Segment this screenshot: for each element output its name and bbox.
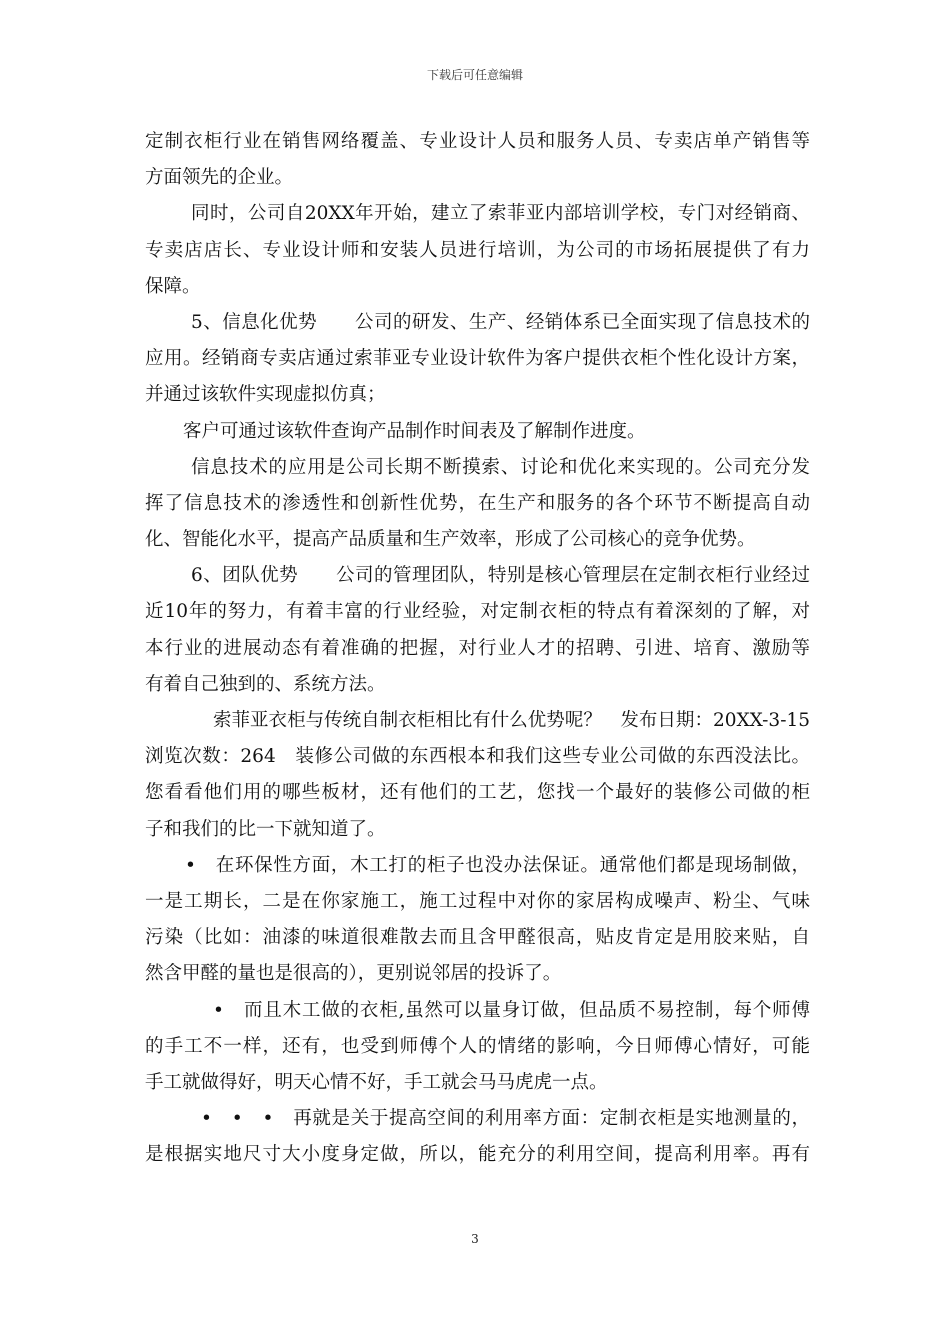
text-line: 近10年的努力，有着丰富的行业经验，对定制衣柜的特点有着深刻的了解，对 <box>145 601 810 623</box>
text-line: 索菲亚衣柜与传统自制衣柜相比有什么优势呢？ 发布日期：20XX-3-15 <box>213 710 810 731</box>
text-line: 化、智能化水平，提高产品质量和生产效率，形成了公司核心的竞争优势。 <box>145 529 756 551</box>
text-line: 信息技术的应用是公司长期不断摸索、讨论和优化来实现的。公司充分发 <box>191 456 810 478</box>
text-line: 同时，公司自20XX年开始，建立了索菲亚内部培训学校，专门对经销商、 <box>191 203 810 225</box>
bullet-line: • • • 再就是关于提高空间的利用率方面：定制衣柜是实地测量的， <box>201 1108 810 1130</box>
text-line: 您看看他们用的哪些板材，还有他们的工艺，您找一个最好的装修公司做的柜 <box>145 782 810 804</box>
text-line: 挥了信息技术的渗透性和创新性优势，在生产和服务的各个环节不断提高自动 <box>145 492 810 514</box>
text-line: 保障。 <box>145 275 201 297</box>
bullet-line: • 而且木工做的衣柜,虽然可以量身订做，但品质不易控制，每个师傅 <box>213 999 810 1021</box>
text-line: 子和我们的比一下就知道了。 <box>145 818 386 840</box>
text-line: 客户可通过该软件查询产品制作时间表及了解制作进度。 <box>183 420 646 442</box>
text-line: 本行业的进展动态有着准确的把握，对行业人才的招聘、引进、培育、激励等 <box>145 637 810 659</box>
page-number: 3 <box>471 1232 479 1246</box>
text-line: 定制衣柜行业在销售网络覆盖、专业设计人员和服务人员、专卖店单产销售等 <box>145 131 810 152</box>
text-line: 污染（比如：油漆的味道很难散去而且含甲醛很高，贴皮肯定是用胶来贴，自 <box>145 927 810 949</box>
text-line: 专卖店店长、专业设计师和安装人员进行培训，为公司的市场拓展提供了有力 <box>145 239 810 261</box>
text-line: 一是工期长，二是在你家施工，施工过程中对你的家居构成噪声、粉尘、气味 <box>145 890 810 912</box>
text-line: 并通过该软件实现虚拟仿真； <box>145 384 386 406</box>
text-line: 是根据实地尺寸大小度身定做，所以，能充分的利用空间，提高利用率。再有 <box>145 1144 810 1166</box>
text-line: 有着自己独到的、系统方法。 <box>145 673 386 695</box>
text-line: 应用。经销商专卖店通过索菲亚专业设计软件为客户提供衣柜个性化设计方案， <box>145 348 810 370</box>
text-line: 手工就做得好，明天心情不好，手工就会马马虎虎一点。 <box>145 1071 608 1093</box>
text-line: 方面领先的企业。 <box>145 167 294 189</box>
text-line: 的手工不一样，还有，也受到师傅个人的情绪的影响，今日师傅心情好，可能 <box>145 1035 810 1057</box>
page-header: 下载后可任意编辑 <box>426 68 523 82</box>
text-line: 5、信息化优势 公司的研发、生产、经销体系已全面实现了信息技术的 <box>191 311 810 333</box>
document-body <box>145 124 810 1173</box>
text-line: 浏览次数：264 装修公司做的东西根本和我们这些专业公司做的东西没法比。 <box>145 746 810 768</box>
bullet-line: • 在环保性方面，木工打的柜子也没办法保证。通常他们都是现场制做， <box>185 854 810 876</box>
text-line: 然含甲醛的量也是很高的），更别说邻居的投诉了。 <box>145 963 562 985</box>
text-line: 6、团队优势 公司的管理团队，特别是核心管理层在定制衣柜行业经过 <box>191 565 810 587</box>
